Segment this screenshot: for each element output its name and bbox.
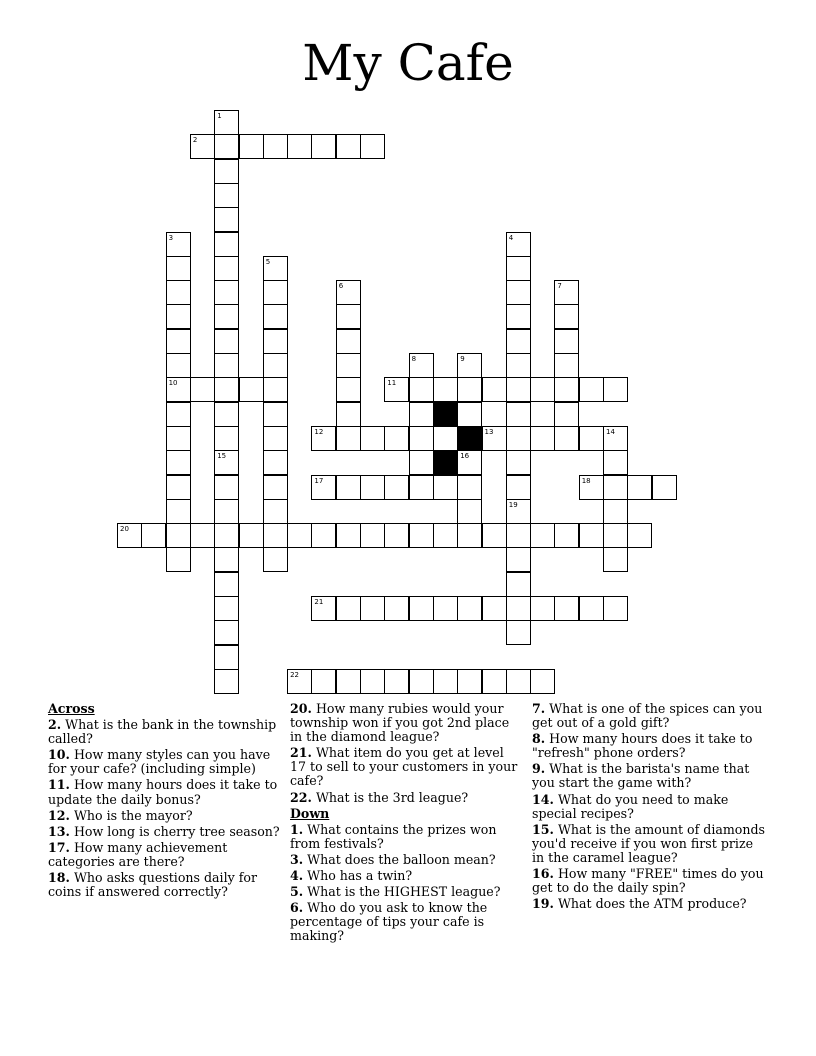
- grid-cell[interactable]: [482, 377, 507, 402]
- grid-cell[interactable]: [360, 669, 385, 694]
- grid-cell[interactable]: [409, 377, 434, 402]
- grid-cell[interactable]: [554, 426, 579, 451]
- clue-number: 7: [557, 282, 562, 291]
- clue-number: 13: [484, 427, 494, 436]
- clue-text: How many "FREE" times do you get to do the daily spin?: [532, 866, 764, 896]
- grid-cell[interactable]: [214, 596, 239, 621]
- grid-cell[interactable]: [336, 475, 361, 500]
- clue-item: [532, 732, 768, 760]
- grid-cell[interactable]: [336, 377, 361, 402]
- grid-cell[interactable]: [506, 475, 531, 500]
- clue-item: [48, 718, 280, 746]
- grid-cell[interactable]: [506, 596, 531, 621]
- grid-cell[interactable]: [506, 426, 531, 451]
- grid-cell[interactable]: [433, 669, 458, 694]
- clue-number: 17: [314, 476, 324, 485]
- clue-text: Who is the mayor?: [73, 807, 193, 823]
- grid-cell[interactable]: [506, 353, 531, 378]
- grid-cell[interactable]: [336, 596, 361, 621]
- grid-cell[interactable]: [214, 450, 239, 475]
- grid-cell[interactable]: [506, 499, 531, 524]
- clue-number: 20.: [290, 701, 312, 716]
- grid-cell[interactable]: [311, 134, 336, 159]
- grid-cell[interactable]: [166, 353, 191, 378]
- grid-cell[interactable]: [263, 426, 288, 451]
- grid-cell[interactable]: [214, 547, 239, 572]
- grid-cell[interactable]: [117, 523, 142, 548]
- grid-cell[interactable]: [311, 669, 336, 694]
- grid-cell[interactable]: [433, 596, 458, 621]
- grid-cell[interactable]: [336, 304, 361, 329]
- clue-number: 3.: [290, 851, 304, 867]
- grid-cell[interactable]: [603, 426, 628, 451]
- grid-cell[interactable]: [336, 134, 361, 159]
- grid-cell[interactable]: [409, 475, 434, 500]
- grid-cell[interactable]: [263, 353, 288, 378]
- down-heading: Down: [290, 805, 330, 821]
- grid-cell[interactable]: [214, 256, 239, 281]
- grid-cell[interactable]: [409, 596, 434, 621]
- clue-number: 17.: [48, 839, 70, 855]
- clue-text: Who asks questions daily for coins if answered correctly?: [48, 870, 257, 900]
- clue-text: How many achievement categories are there?: [48, 839, 228, 869]
- grid-cell[interactable]: [263, 280, 288, 305]
- grid-cell[interactable]: [336, 353, 361, 378]
- grid-cell[interactable]: [506, 620, 531, 645]
- grid-cell[interactable]: [554, 596, 579, 621]
- grid-cell[interactable]: [384, 426, 409, 451]
- grid-cell[interactable]: [190, 134, 215, 159]
- grid-cell[interactable]: [166, 329, 191, 354]
- clue-text: How many hours does it take to update the daily bonus?: [48, 777, 278, 807]
- grid-cell[interactable]: [506, 329, 531, 354]
- grid-cell[interactable]: [457, 450, 482, 475]
- clue-number: 20: [120, 525, 129, 534]
- grid-cell[interactable]: [603, 450, 628, 475]
- grid-cell[interactable]: [166, 304, 191, 329]
- grid-cell[interactable]: [214, 110, 239, 135]
- grid-cell[interactable]: [239, 377, 264, 402]
- grid-cell[interactable]: [482, 523, 507, 548]
- grid-cell[interactable]: [214, 134, 239, 159]
- grid-cell[interactable]: [166, 547, 191, 572]
- clue-item: [48, 748, 280, 776]
- grid-cell[interactable]: [433, 523, 458, 548]
- grid-cell[interactable]: [263, 304, 288, 329]
- clue-item: [290, 901, 522, 943]
- clue-text: What is the HIGHEST league?: [307, 884, 501, 900]
- clue-number: 6.: [290, 900, 304, 916]
- clue-number: 21: [314, 598, 324, 606]
- grid-cell[interactable]: [457, 377, 482, 402]
- grid-cell[interactable]: [433, 377, 458, 402]
- grid-cell[interactable]: [506, 377, 531, 402]
- grid-cell[interactable]: [166, 280, 191, 305]
- clue-number: 18: [581, 476, 591, 485]
- clue-number: 16: [460, 452, 470, 461]
- clue-column-1: [48, 702, 280, 901]
- clue-number: 12.: [48, 807, 70, 823]
- clue-number: 9: [460, 355, 465, 363]
- clue-text: How many styles can you have for your cafe? (including simple): [48, 747, 271, 777]
- grid-cell[interactable]: [239, 134, 264, 159]
- clue-number: 11: [387, 379, 397, 388]
- clue-number: 16.: [532, 866, 554, 882]
- grid-cell[interactable]: [166, 523, 191, 548]
- grid-cell[interactable]: [530, 377, 555, 402]
- clue-text: What does the balloon mean?: [307, 851, 496, 867]
- grid-cell[interactable]: [336, 402, 361, 427]
- clue-number: 21.: [290, 745, 312, 761]
- grid-cell[interactable]: [506, 232, 531, 257]
- grid-cell[interactable]: [457, 499, 482, 524]
- grid-cell[interactable]: [506, 523, 531, 548]
- grid-cell[interactable]: [409, 669, 434, 694]
- grid-cell[interactable]: [384, 596, 409, 621]
- grid-cell[interactable]: [409, 450, 434, 475]
- grid-cell[interactable]: [263, 329, 288, 354]
- grid-cell[interactable]: [214, 159, 239, 184]
- across-heading: Across: [48, 701, 95, 716]
- grid-cell[interactable]: [457, 353, 482, 378]
- clue-text: What item do you get at level 17 to sell to your customers in your cafe?: [290, 745, 518, 789]
- clue-number: 19: [508, 500, 518, 509]
- grid-cell[interactable]: [190, 377, 215, 402]
- grid-cell[interactable]: [263, 547, 288, 572]
- clue-number: 7.: [532, 701, 546, 716]
- clue-item: [290, 746, 522, 788]
- grid-cell[interactable]: [506, 572, 531, 597]
- clue-number: 8: [411, 355, 417, 363]
- grid-cell[interactable]: [336, 329, 361, 354]
- grid-cell[interactable]: [506, 669, 531, 694]
- grid-cell[interactable]: [603, 499, 628, 524]
- grid-cell[interactable]: [652, 475, 677, 500]
- clue-item: [532, 867, 768, 895]
- grid-cell[interactable]: [482, 669, 507, 694]
- grid-cell[interactable]: [263, 402, 288, 427]
- grid-cell[interactable]: [336, 523, 361, 548]
- grid-cell[interactable]: [603, 475, 628, 500]
- grid-cell[interactable]: [360, 523, 385, 548]
- grid-cell[interactable]: [214, 377, 239, 402]
- grid-cell[interactable]: [239, 523, 264, 548]
- clue-item: [48, 809, 280, 823]
- clue-item: [290, 885, 522, 899]
- clue-number: 15: [217, 452, 227, 461]
- grid-cell[interactable]: [554, 280, 579, 305]
- clue-number: 8.: [532, 731, 546, 747]
- grid-cell[interactable]: [603, 523, 628, 548]
- clue-item: [532, 823, 768, 865]
- grid-cell[interactable]: [263, 134, 288, 159]
- clue-number: 10: [168, 379, 178, 388]
- grid-cell[interactable]: [530, 523, 555, 548]
- grid-cell[interactable]: [627, 475, 652, 500]
- grid-cell[interactable]: [336, 426, 361, 451]
- grid-cell[interactable]: [506, 304, 531, 329]
- clue-number: 4: [508, 233, 514, 242]
- clue-text: How many hours does it take to "refresh" phone orders?: [532, 731, 753, 761]
- clue-number: 3: [168, 233, 174, 242]
- clue-text: What is one of the spices can you get out of a gold gift?: [532, 701, 763, 731]
- grid-cell[interactable]: [311, 475, 336, 500]
- grid-cell[interactable]: [360, 426, 385, 451]
- grid-cell[interactable]: [506, 256, 531, 281]
- grid-cell[interactable]: [360, 475, 385, 500]
- grid-cell[interactable]: [311, 596, 336, 621]
- clue-number: 10.: [48, 747, 70, 763]
- grid-cell[interactable]: [214, 645, 239, 670]
- grid-cell[interactable]: [287, 523, 312, 548]
- clue-number: 4.: [290, 868, 304, 884]
- clue-text: How long is cherry tree season?: [73, 823, 280, 839]
- clue-text: What does the ATM produce?: [557, 896, 747, 912]
- grid-cell[interactable]: [214, 572, 239, 597]
- grid-cell[interactable]: [457, 475, 482, 500]
- grid-cell[interactable]: [579, 596, 604, 621]
- clue-number: 22.: [290, 789, 312, 805]
- grid-cell[interactable]: [214, 232, 239, 257]
- clue-item: [290, 853, 522, 867]
- grid-cell[interactable]: [263, 256, 288, 281]
- grid-cell[interactable]: [287, 669, 312, 694]
- grid-cell[interactable]: [384, 523, 409, 548]
- grid-cell[interactable]: [360, 134, 385, 159]
- clue-item: [290, 702, 522, 744]
- clue-text: What is the 3rd league?: [315, 789, 469, 805]
- grid-cell[interactable]: [603, 547, 628, 572]
- clue-number: 11.: [48, 777, 70, 793]
- grid-cell[interactable]: [214, 183, 239, 208]
- grid-cell[interactable]: [409, 402, 434, 427]
- grid-cell[interactable]: [457, 523, 482, 548]
- grid-cell[interactable]: [214, 280, 239, 305]
- grid-cell[interactable]: [409, 523, 434, 548]
- clue-item: [48, 841, 280, 869]
- grid-cell[interactable]: [554, 377, 579, 402]
- clue-number: 13.: [48, 823, 70, 839]
- grid-cell[interactable]: [214, 207, 239, 232]
- clue-number: 14: [606, 427, 615, 436]
- clue-number: 1.: [290, 821, 304, 837]
- grid-cell[interactable]: [214, 329, 239, 354]
- clue-item: [532, 793, 768, 821]
- grid-cell[interactable]: [166, 402, 191, 427]
- grid-cell[interactable]: [166, 499, 191, 524]
- clue-text: Who has a twin?: [307, 868, 413, 884]
- grid-cell[interactable]: [384, 475, 409, 500]
- grid-cell[interactable]: [409, 353, 434, 378]
- grid-cell[interactable]: [384, 377, 409, 402]
- clue-item: [48, 871, 280, 899]
- clue-number: 14.: [532, 791, 554, 807]
- clue-number: 5: [265, 257, 271, 266]
- grid-cell[interactable]: [506, 280, 531, 305]
- clue-item: [290, 823, 522, 851]
- grid-cell[interactable]: [384, 669, 409, 694]
- clue-item: [532, 762, 768, 790]
- clue-number: 5.: [290, 884, 304, 900]
- clue-column-2: [290, 702, 522, 946]
- clue-text: What is the barista's name that you start the game with?: [532, 761, 750, 791]
- grid-cell[interactable]: [287, 134, 312, 159]
- grid-cell[interactable]: [336, 669, 361, 694]
- grid-cell[interactable]: [214, 475, 239, 500]
- grid-cell[interactable]: [530, 426, 555, 451]
- clue-item: [290, 869, 522, 883]
- grid-cell[interactable]: [530, 669, 555, 694]
- grid-cell[interactable]: [457, 669, 482, 694]
- grid-cell[interactable]: [166, 232, 191, 257]
- grid-cell[interactable]: [457, 596, 482, 621]
- grid-cell[interactable]: [214, 669, 239, 694]
- grid-cell[interactable]: [457, 402, 482, 427]
- grid-cell[interactable]: [214, 523, 239, 548]
- grid-cell[interactable]: [506, 547, 531, 572]
- grid-cell[interactable]: [360, 596, 385, 621]
- clue-item: [532, 702, 768, 730]
- grid-cell[interactable]: [166, 450, 191, 475]
- grid-cell[interactable]: [482, 596, 507, 621]
- grid-cell[interactable]: [214, 620, 239, 645]
- clue-number: 1: [217, 112, 222, 120]
- clue-column-3: [532, 702, 768, 913]
- clue-number: 9.: [532, 761, 546, 777]
- grid-cell[interactable]: [482, 426, 507, 451]
- grid-cell[interactable]: [554, 304, 579, 329]
- grid-cell[interactable]: [554, 402, 579, 427]
- page-title: My Cafe: [302, 34, 514, 92]
- grid-cell[interactable]: [214, 402, 239, 427]
- grid-cell[interactable]: [166, 377, 191, 402]
- clue-text: What do you need to make special recipes?: [532, 791, 729, 821]
- grid-cell[interactable]: [311, 523, 336, 548]
- grid-cell[interactable]: [627, 523, 652, 548]
- grid-cell[interactable]: [166, 475, 191, 500]
- grid-cell[interactable]: [166, 426, 191, 451]
- grid-cell[interactable]: [263, 475, 288, 500]
- grid-block: [457, 426, 482, 451]
- clue-text: Who do you ask to know the percentage of tips your cafe is making?: [290, 900, 488, 944]
- clue-item: [290, 791, 522, 805]
- grid-cell[interactable]: [433, 475, 458, 500]
- clue-number: 22: [290, 670, 300, 679]
- clue-number: 12: [314, 427, 324, 436]
- grid-cell[interactable]: [579, 523, 604, 548]
- clue-number: 19.: [532, 896, 554, 912]
- clue-text: What contains the prizes won from festivals?: [290, 821, 497, 851]
- clue-number: 6: [338, 282, 344, 291]
- clue-number: 15.: [532, 821, 554, 837]
- grid-cell[interactable]: [506, 402, 531, 427]
- grid-cell[interactable]: [603, 596, 628, 621]
- grid-cell[interactable]: [409, 426, 434, 451]
- clue-number: 18.: [48, 870, 70, 886]
- grid-cell[interactable]: [214, 426, 239, 451]
- clue-item: [48, 778, 280, 806]
- clue-item: [532, 897, 768, 911]
- grid-cell[interactable]: [214, 353, 239, 378]
- grid-cell[interactable]: [214, 304, 239, 329]
- grid-cell[interactable]: [166, 256, 191, 281]
- clue-number: 2.: [48, 717, 62, 733]
- clue-item: [48, 825, 280, 839]
- clue-text: How many rubies would your township won if you got 2nd place in the diamond league?: [290, 701, 510, 745]
- grid-cell[interactable]: [141, 523, 166, 548]
- grid-cell[interactable]: [554, 353, 579, 378]
- clue-text: What is the bank in the township called?: [48, 717, 277, 747]
- grid-cell[interactable]: [579, 475, 604, 500]
- grid-cell[interactable]: [311, 426, 336, 451]
- grid-cell[interactable]: [603, 377, 628, 402]
- grid-cell[interactable]: [433, 426, 458, 451]
- grid-cell[interactable]: [263, 499, 288, 524]
- clue-text: What is the amount of diamonds you'd receive if you won first prize in the caramel league?: [532, 821, 766, 865]
- grid-cell[interactable]: [554, 523, 579, 548]
- grid-cell[interactable]: [579, 377, 604, 402]
- clue-number: 2: [192, 136, 198, 145]
- grid-cell[interactable]: [336, 280, 361, 305]
- grid-cell[interactable]: [190, 523, 215, 548]
- grid-cell[interactable]: [530, 596, 555, 621]
- grid-cell[interactable]: [263, 450, 288, 475]
- grid-cell[interactable]: [506, 450, 531, 475]
- grid-cell[interactable]: [554, 329, 579, 354]
- grid-cell[interactable]: [214, 499, 239, 524]
- grid-cell[interactable]: [579, 426, 604, 451]
- grid-block: [433, 402, 458, 427]
- grid-cell[interactable]: [263, 377, 288, 402]
- grid-block: [433, 450, 458, 475]
- grid-cell[interactable]: [263, 523, 288, 548]
